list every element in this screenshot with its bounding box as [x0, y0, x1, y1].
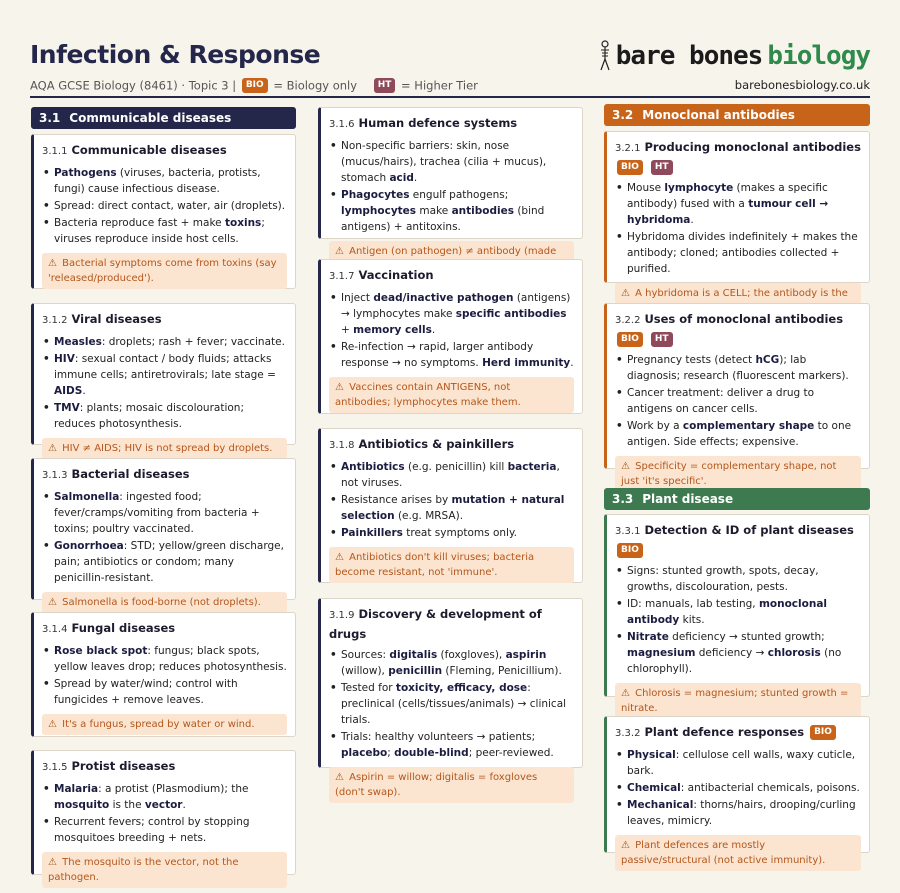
bullet-list: [42, 334, 287, 432]
bullet-list: [615, 352, 861, 450]
bullet-text: : fungus; black spots, yellow leaves drop; reduces photosynthesis.: [54, 645, 287, 673]
bullet-text: ID: manuals, lab testing,: [627, 598, 759, 610]
bullet-text: Hybridoma divides indefinitely + makes the antibody; cloned; antibodies collected + purified.: [627, 231, 858, 275]
bullet-text: Tested for: [341, 682, 396, 694]
bold-term: mosquito: [54, 799, 110, 811]
card-title: [42, 141, 287, 161]
section-header-3-2: [604, 104, 870, 126]
bullet-text: : preclinical (cells/tissues/animals) → clinical trials.: [341, 682, 567, 726]
bullet-list: [42, 489, 287, 586]
warning-icon: ⚠: [335, 772, 344, 783]
warning-icon: ⚠: [621, 461, 630, 472]
bullet-text: .: [431, 324, 436, 336]
bullet-item: [615, 596, 861, 628]
site-url[interactable]: barebonesbiology.co.uk: [734, 78, 870, 92]
bullet-text: , not viruses.: [341, 461, 560, 489]
bullet-item: [615, 629, 861, 677]
bullet-item: [42, 538, 287, 586]
bold-term: double-blind: [394, 747, 469, 759]
bold-term: Pathogens: [54, 167, 117, 179]
card-number: 3.2.2: [615, 315, 641, 326]
bullet-list: [329, 459, 574, 541]
bullet-text: (antigens) → lymphocytes make: [341, 292, 571, 320]
bullet-text: .: [413, 172, 418, 184]
page-title: Infection & Response: [30, 40, 321, 69]
bold-term: magnesium: [627, 647, 696, 659]
page-subtitle: [30, 78, 478, 93]
card-title-text: Detection & ID of plant diseases: [644, 523, 854, 537]
bullet-text: : a protist (Plasmodium); the: [98, 783, 249, 795]
bullet-item: [42, 165, 287, 197]
bullet-list: [615, 747, 861, 829]
bullet-item: [615, 780, 861, 796]
tip-text: Specificity = complementary shape, not just 'it's specific'.: [621, 461, 837, 487]
bold-term: digitalis: [389, 649, 438, 661]
card-title-text: Uses of monoclonal antibodies: [644, 312, 844, 326]
bullet-list: [329, 647, 574, 761]
bullet-text: deficiency → stunted growth;: [668, 631, 825, 643]
page-header: [30, 40, 870, 98]
bold-term: Herd immunity: [482, 357, 571, 369]
bullet-item: [329, 339, 574, 371]
bullet-item: [42, 643, 287, 675]
card-title: [42, 310, 287, 330]
bold-term: dead/inactive pathogen: [373, 292, 514, 304]
bullet-item: [329, 680, 574, 728]
section-title: Communicable diseases: [69, 111, 232, 125]
card-number: 3.1.8: [329, 440, 355, 451]
bullet-text: (makes a specific antibody) fused with a: [627, 182, 828, 210]
section-number: 3.1: [39, 111, 61, 125]
tip-text: Bacterial symptoms come from toxins (say 'released/produced').: [48, 258, 277, 284]
card-number: 3.1.5: [42, 762, 68, 773]
tip-text: Antigen (on pathogen) ≠ antibody (made: [349, 246, 557, 257]
bullet-text: deficiency →: [695, 647, 768, 659]
bullet-list: [329, 290, 574, 371]
bio-legend: = Biology only: [273, 78, 358, 93]
bold-term: Mechanical: [627, 799, 694, 811]
bold-term: antibodies: [451, 205, 514, 217]
bullet-text: +: [341, 324, 354, 336]
bullet-text: is the: [109, 799, 145, 811]
bullet-text: : STD; yellow/green discharge, pain; antibiotics or condom; many penicillin-resistant.: [54, 540, 284, 584]
bullet-item: [615, 229, 861, 277]
warning-icon: ⚠: [335, 246, 344, 257]
bullet-text: Re-infection → rapid, larger antibody response → no symptoms.: [341, 341, 534, 369]
bullet-list: [615, 180, 861, 277]
bullet-text: Mouse: [627, 182, 665, 194]
card-title-text: Communicable diseases: [71, 143, 227, 157]
tip-box: [42, 852, 287, 888]
bold-term: AIDS: [54, 385, 83, 397]
tip-text: Plant defences are mostly passive/structural (not active immunity).: [621, 840, 826, 866]
warning-icon: ⚠: [48, 443, 57, 454]
bullet-text: : sexual contact / body fluids; attacks immune cells; antiretrovirals; late stage =: [54, 353, 276, 381]
card-number: 3.1.2: [42, 315, 68, 326]
bio-badge: BIO: [617, 332, 643, 347]
card-3-1-5: [31, 750, 296, 883]
bullet-text: : droplets; rash + fever; vaccinate.: [101, 336, 285, 348]
bold-term: Physical: [627, 749, 676, 761]
card-title-text: Protist diseases: [71, 759, 176, 773]
bullet-item: [615, 385, 861, 417]
header-divider: [30, 96, 870, 98]
bullet-item: [42, 215, 287, 247]
bullet-text: (e.g. MRSA).: [394, 510, 464, 522]
bullet-item: [329, 290, 574, 338]
bullet-text: .: [570, 357, 574, 369]
bullet-item: [615, 563, 861, 595]
bullet-text: ;: [387, 747, 395, 759]
bullet-list: [42, 165, 287, 247]
bullet-text: Work by a: [627, 420, 683, 432]
section-number: 3.2: [612, 108, 634, 122]
bullet-text: (bind antigens) + antitoxins.: [341, 205, 545, 233]
card-title: [329, 114, 574, 134]
bullet-text: ; peer-reviewed.: [468, 747, 554, 759]
tip-box: [42, 253, 287, 289]
bullet-text: Inject: [341, 292, 374, 304]
bullet-text: Cancer treatment: deliver a drug to antigens on cancer cells.: [627, 387, 815, 415]
bullet-text: Resistance arises by: [341, 494, 452, 506]
bullet-text: ; viruses reproduce inside host cells.: [54, 217, 265, 245]
card-title-text: Viral diseases: [71, 312, 162, 326]
bullet-list: [615, 563, 861, 677]
bullet-item: [42, 814, 287, 846]
tip-box: [615, 835, 861, 871]
bullet-item: [42, 198, 287, 214]
card-number: 3.1.1: [42, 146, 68, 157]
card-3-1-1: [31, 134, 296, 289]
card-title: [42, 757, 287, 777]
bold-term: HIV: [54, 353, 75, 365]
bullet-item: [615, 180, 861, 228]
bullet-item: [329, 647, 574, 679]
section-number: 3.3: [612, 492, 634, 506]
bullet-text: (no chlorophyll).: [627, 647, 842, 675]
bullet-item: [615, 797, 861, 829]
card-title: [329, 605, 574, 643]
bullet-text: Signs: stunted growth, spots, decay, growths, discolouration, pests.: [627, 565, 819, 593]
card-3-1-9: [318, 598, 583, 798]
bullet-text: Non-specific barriers: skin, nose (mucus/hairs), trachea (cilia + mucus), stomach: [341, 140, 547, 184]
bold-term: memory cells: [353, 324, 432, 336]
bullet-text: Pregnancy tests (detect: [627, 354, 756, 366]
bullet-text: : cellulose cell walls, waxy cuticle, bark.: [627, 749, 856, 777]
bold-term: Malaria: [54, 783, 99, 795]
card-number: 3.1.9: [329, 610, 355, 621]
warning-icon: ⚠: [48, 719, 57, 730]
bold-term: mutation + natural selection: [341, 494, 565, 522]
tip-box: [42, 592, 287, 613]
bold-term: vector: [144, 799, 183, 811]
card-title-text: Fungal diseases: [71, 621, 176, 635]
card-title: [615, 723, 861, 743]
section-header-3-1: [31, 107, 296, 129]
card-title-text: Plant defence responses: [644, 725, 805, 739]
ht-legend: = Higher Tier: [401, 78, 478, 93]
card-title: [42, 619, 287, 639]
bullet-item: [615, 352, 861, 384]
card-number: 3.2.1: [615, 143, 641, 154]
tip-text: Antibiotics don't kill viruses; bacteria become resistant, not 'immune'.: [335, 552, 535, 578]
bullet-text: : ingested food; fever/cramps/vomiting from bacteria + toxins; poultry vaccinated.: [54, 491, 260, 535]
bullet-text: (e.g. penicillin) kill: [404, 461, 508, 473]
bullet-item: [42, 676, 287, 708]
column-1: [31, 107, 296, 883]
bullet-text: Sources:: [341, 649, 390, 661]
bold-term: acid: [389, 172, 414, 184]
course-info: AQA GCSE Biology (8461) · Topic 3 |: [30, 78, 237, 93]
bullet-text: make: [416, 205, 452, 217]
bullet-item: [329, 525, 574, 541]
card-title-text: Bacterial diseases: [71, 467, 190, 481]
bold-term: Measles: [54, 336, 102, 348]
bullet-item: [42, 489, 287, 537]
bullet-item: [329, 729, 574, 761]
bullet-item: [329, 492, 574, 524]
bullet-item: [329, 187, 574, 235]
ht-badge: HT: [374, 78, 396, 93]
bullet-text: .: [690, 214, 694, 226]
card-3-2-2: [604, 303, 870, 487]
tip-text: Salmonella is food-borne (not droplets).: [62, 597, 261, 608]
bio-badge: BIO: [617, 160, 643, 175]
bullet-text: treat symptoms only.: [402, 527, 518, 539]
card-title-text: Antibiotics & painkillers: [358, 437, 515, 451]
tip-box: [329, 547, 574, 583]
card-3-1-7: [318, 259, 583, 414]
tip-box: [329, 377, 574, 413]
bio-badge: BIO: [242, 78, 268, 93]
card-number: 3.1.3: [42, 470, 68, 481]
warning-icon: ⚠: [48, 597, 57, 608]
tip-text: Chlorosis = magnesium; stunted growth = nitrate.: [621, 688, 849, 714]
tip-box: [329, 767, 574, 803]
tip-text: Aspirin = willow; digitalis = foxgloves (don't swap).: [335, 772, 538, 798]
bold-term: specific antibodies: [455, 308, 567, 320]
bold-term: monoclonal antibody: [627, 598, 828, 626]
card-3-1-3: [31, 458, 296, 608]
card-title: [329, 266, 574, 286]
tip-text: A hybridoma is a CELL; the antibody is the: [635, 288, 848, 299]
bullet-text: Bacteria reproduce fast + make: [54, 217, 225, 229]
ht-badge: HT: [651, 160, 673, 175]
bio-badge: BIO: [810, 725, 836, 740]
card-number: 3.3.2: [615, 728, 641, 739]
bullet-text: : antibacterial chemicals, poisons.: [680, 782, 860, 794]
card-title-text: Producing monoclonal antibodies: [644, 140, 861, 154]
bullet-item: [42, 781, 287, 813]
bullet-text: .: [82, 385, 86, 397]
bullet-text: (foxgloves),: [437, 649, 506, 661]
bullet-item: [42, 351, 287, 399]
skeleton-icon: [599, 40, 611, 72]
card-3-3-1: [604, 514, 870, 714]
card-number: 3.1.7: [329, 271, 355, 282]
bullet-text: .: [182, 799, 186, 811]
card-title-text: Vaccination: [358, 268, 434, 282]
card-title: [329, 435, 574, 455]
card-3-2-1: [604, 131, 870, 299]
tip-box: [615, 683, 861, 719]
bullet-text: : thorns/hairs, drooping/curling leaves, mimicry.: [627, 799, 856, 827]
bold-term: Rose black spot: [54, 645, 148, 657]
warning-icon: ⚠: [335, 552, 344, 563]
tip-text: Vaccines contain ANTIGENS, not antibodies; lymphocytes make them.: [335, 382, 521, 408]
warning-icon: ⚠: [48, 258, 57, 269]
card-3-1-2: [31, 303, 296, 454]
bullet-item: [329, 459, 574, 491]
bold-term: Antibiotics: [341, 461, 405, 473]
tip-box: [42, 438, 287, 459]
warning-icon: ⚠: [335, 382, 344, 393]
tip-text: The mosquito is the vector, not the pathogen.: [48, 857, 239, 883]
bullet-item: [42, 334, 287, 350]
legend-separator: [361, 79, 368, 93]
card-title: [42, 465, 287, 485]
bullet-text: to one antigen. Side effects; expensive.: [627, 420, 852, 448]
bullet-text: (viruses, bacteria, protists, fungi) cause infectious disease.: [54, 167, 261, 195]
bold-term: bacteria: [507, 461, 557, 473]
bullet-item: [615, 418, 861, 450]
bullet-text: Recurrent fevers; control by stopping mosquitoes breeding + nets.: [54, 816, 250, 844]
bullet-item: [329, 138, 574, 186]
bold-term: Painkillers: [341, 527, 403, 539]
bullet-item: [615, 747, 861, 779]
bold-term: toxins: [224, 217, 262, 229]
bold-term: placebo: [341, 747, 388, 759]
bold-term: Salmonella: [54, 491, 120, 503]
warning-icon: ⚠: [48, 857, 57, 868]
card-title-text: Human defence systems: [358, 116, 518, 130]
card-title-text: Discovery & development of drugs: [329, 607, 542, 641]
card-3-1-8: [318, 428, 583, 583]
logo: [599, 40, 870, 74]
bullet-text: (Fleming, Penicillium).: [442, 665, 562, 677]
card-3-1-6: [318, 107, 583, 257]
bold-term: tumour cell → hybridoma: [627, 198, 829, 226]
card-title: [615, 138, 861, 176]
logo-text-bare-bones: bare bones: [615, 41, 763, 71]
bullet-text: : plants; mosaic discolouration; reduces photosynthesis.: [54, 402, 244, 430]
bold-term: Chemical: [627, 782, 681, 794]
bold-term: Phagocytes: [341, 189, 410, 201]
logo-text-biology: biology: [767, 41, 870, 71]
bold-term: Nitrate: [627, 631, 669, 643]
tip-box: [615, 456, 861, 492]
bold-term: toxicity, efficacy, dose: [395, 682, 528, 694]
ht-badge: HT: [651, 332, 673, 347]
bullet-text: engulf pathogens;: [409, 189, 509, 201]
bullet-list: [42, 781, 287, 846]
bold-term: aspirin: [505, 649, 547, 661]
card-number: 3.1.4: [42, 624, 68, 635]
bullet-text: Trials: healthy volunteers → patients;: [341, 731, 536, 743]
section-title: Monoclonal antibodies: [642, 108, 795, 122]
bold-term: complementary shape: [682, 420, 815, 432]
card-title: [615, 310, 861, 348]
card-title: [615, 521, 861, 559]
bullet-text: ); lab diagnosis; research (fluorescent markers).: [627, 354, 849, 382]
bullet-item: [42, 400, 287, 432]
card-3-3-2: [604, 716, 870, 866]
warning-icon: ⚠: [621, 688, 630, 699]
section-title: Plant disease: [642, 492, 734, 506]
bullet-text: (willow),: [341, 665, 389, 677]
bio-badge: BIO: [617, 543, 643, 558]
section-header-3-3: [604, 488, 870, 510]
bullet-text: Spread by water/wind; control with fungicides + remove leaves.: [54, 678, 238, 706]
card-number: 3.3.1: [615, 526, 641, 537]
warning-icon: ⚠: [621, 840, 630, 851]
tip-text: HIV ≠ AIDS; HIV is not spread by droplets.: [62, 443, 273, 454]
warning-icon: ⚠: [621, 288, 630, 299]
bold-term: penicillin: [388, 665, 443, 677]
bullet-list: [42, 643, 287, 708]
bold-term: TMV: [54, 402, 80, 414]
bold-term: lymphocytes: [341, 205, 417, 217]
bold-term: lymphocyte: [664, 182, 734, 194]
tip-text: It's a fungus, spread by water or wind.: [62, 719, 255, 730]
tip-box: [42, 714, 287, 735]
bold-term: chlorosis: [767, 647, 821, 659]
bullet-list: [329, 138, 574, 235]
bullet-text: kits.: [679, 614, 705, 626]
column-3: [604, 107, 870, 866]
card-3-1-4: [31, 612, 296, 737]
bold-term: hCG: [755, 354, 780, 366]
card-number: 3.1.6: [329, 119, 355, 130]
bullet-text: Spread: direct contact, water, air (droplets).: [54, 200, 286, 212]
bold-term: Gonorrhoea: [54, 540, 124, 552]
